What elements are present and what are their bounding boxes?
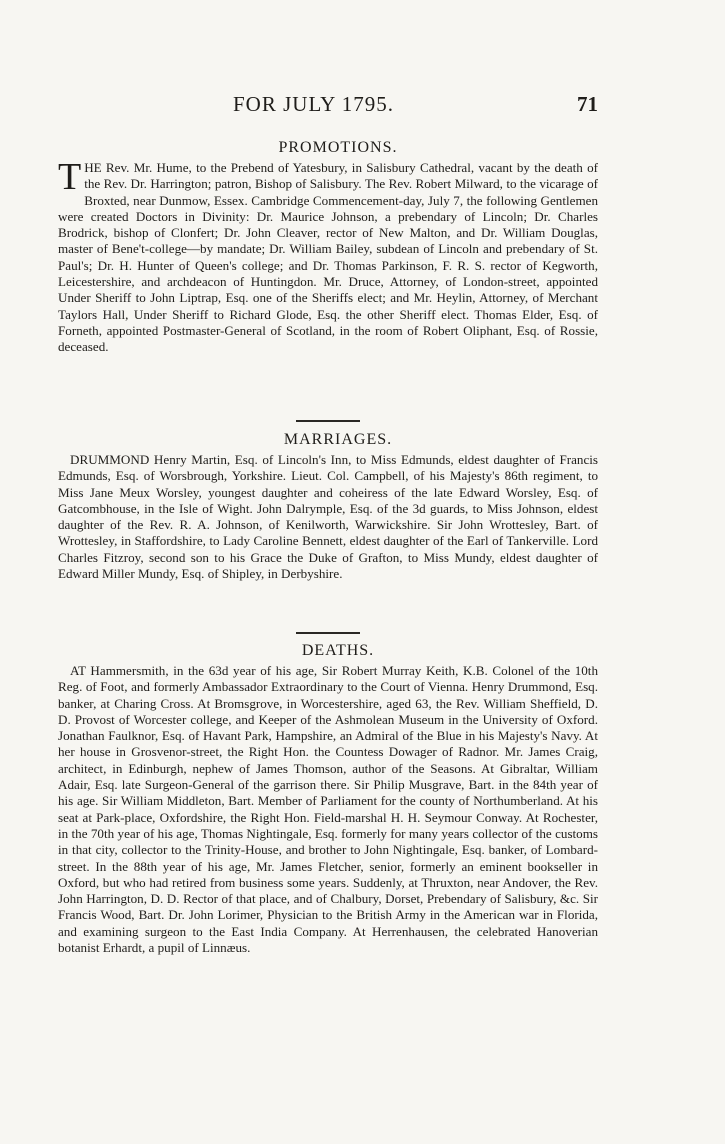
deaths-paragraph: AT Hammersmith, in the 63d year of his age, Sir Robert Murray Keith, K.B. Colonel of the 10th Reg. of Foot, and formerly Ambassador Extraordinary to the Court of Vienna. Henry Drummond, Esq. banker, at Charing Cross. At Bromsgrove, in Worcestershire, aged 63, the Rev. William Sheffield, D. D. Provost of Worcester college, and Keeper of the Ashmolean Museum in the University of Oxford. Jonathan Faulknor, Esq. of Havant Park, Hampshire, an Admiral of the Blue in his Majesty's Navy. At her house in Grosvenor-street, the Right Hon. the Countess Dowager of Radnor. Mr. James Craig, architect, in Edinburgh, nephew of James Thomson, author of the Seasons. At Gibraltar, William Adair, Esq. late Surgeon-General of the garrison there. Sir Philip Musgrave, Bart. in the 84th year of his age. Sir William Middleton, Bart. Member of Parliament for the county of Northumberland. At his seat at Park-place, Oxfordshire, the Right Hon. Field-marshal H. H. Seymour Conway. At Rochester, in the 70th year of his age, Thomas Nightingale, Esq. formerly for many years collector of the customs in that city, collector to the Trinity-House, and brother to John Nightingale, Esq. banker, of Lombard-street. In the 88th year of his age, Mr. James Fletcher, senior, formerly an eminent bookseller in Oxford, but who had retired from business some years. Suddenly, at Thruxton, near Andover, the Rev. John Harrington, D. D. Rector of that place, and of Chalbury, Dorset, Prebendary of Salisbury, &c. Sir Francis Wood, Bart. Dr. John Lorimer, Physician to the British Army in the American war in Florida, and examining surgeon to the East India Company. At Herrenhausen, the celebrated Hanoverian botanist Erhardt, a pupil of Linnæus. — [58, 663, 598, 956]
drop-cap: T — [58, 156, 82, 198]
promotions-section — [58, 138, 598, 356]
deaths-heading: DEATHS. — [301, 642, 375, 659]
page-number: 71 — [577, 92, 598, 116]
promotions-text — [58, 156, 598, 356]
divider-line — [296, 420, 360, 422]
running-head — [58, 92, 598, 116]
promotions-heading: PROMOTIONS. — [278, 139, 398, 156]
marriages-section — [58, 430, 598, 582]
section-divider — [58, 632, 598, 634]
divider-line — [296, 632, 360, 634]
marriages-paragraph: DRUMMOND Henry Martin, Esq. of Lincoln's Inn, to Miss Edmunds, eldest daughter of Francis Edmunds, Esq. of Worsbrough, Yorkshire. Lieut. Col. Campbell, of his Majesty's 86th regiment, to Miss Jane Meux Worsley, youngest daughter and coheiress of the late Edward Worsley, Esq. of Gatcombhouse, in the Isle of Wight. John Dalrymple, Esq. of the 3d guards, to Miss Johnson, eldest daughter of the Rev. R. A. Johnson, of Kenilworth, Warwickshire. Sir John Wrottesley, Bart. of Wrottesley, in Staffordshire, to Lady Caroline Bennett, eldest daughter of the Earl of Tankerville. Lord Charles Fitzroy, second son to his Grace the Duke of Grafton, to Miss Mundy, eldest daughter of Edward Miller Mundy, Esq. of Shipley, in Derbyshire. — [58, 452, 598, 582]
running-title: FOR JULY 1795. — [233, 92, 395, 116]
deaths-section — [58, 641, 598, 956]
section-divider — [58, 420, 598, 422]
marriages-heading: MARRIAGES. — [283, 431, 393, 448]
promotions-paragraph: HE Rev. Mr. Hume, to the Prebend of Yatesbury, in Salisbury Cathedral, vacant by the death of the Rev. Dr. Harrington; patron, Bishop of Salisbury. The Rev. Robert Milward, to the vicarage of Broxted, near Dunmow, Essex. Cambridge Commencement-day, July 7, the following Gentlemen were created Doctors in Divinity: Dr. Maurice Johnson, a prebendary of Lincoln; Dr. Charles Brodrick, bishop of Clonfert; Dr. John Cleaver, rector of New Malton, and Dr. William Douglas, master of Bene't-college—by mandate; Dr. William Bailey, subdean of Lincoln and prebendary of St. Paul's; Dr. H. Hunter of Queen's college; and Dr. Thomas Parkinson, F. R. S. rector of Kegworth, Leicestershire, and archdeacon of Huntingdon. Mr. Druce, Attorney, of London-street, appointed Under Sheriff to John Liptrap, Esq. one of the Sheriffs elect; and Mr. Heylin, Attorney, of Merchant Taylors Hall, Under Sheriff to Richard Glode, Esq. the other Sheriff elect. Thomas Elder, Esq. of Forneth, appointed Postmaster-General of Scotland, in the room of Robert Oliphant, Esq. of Rossie, deceased. — [58, 160, 598, 355]
